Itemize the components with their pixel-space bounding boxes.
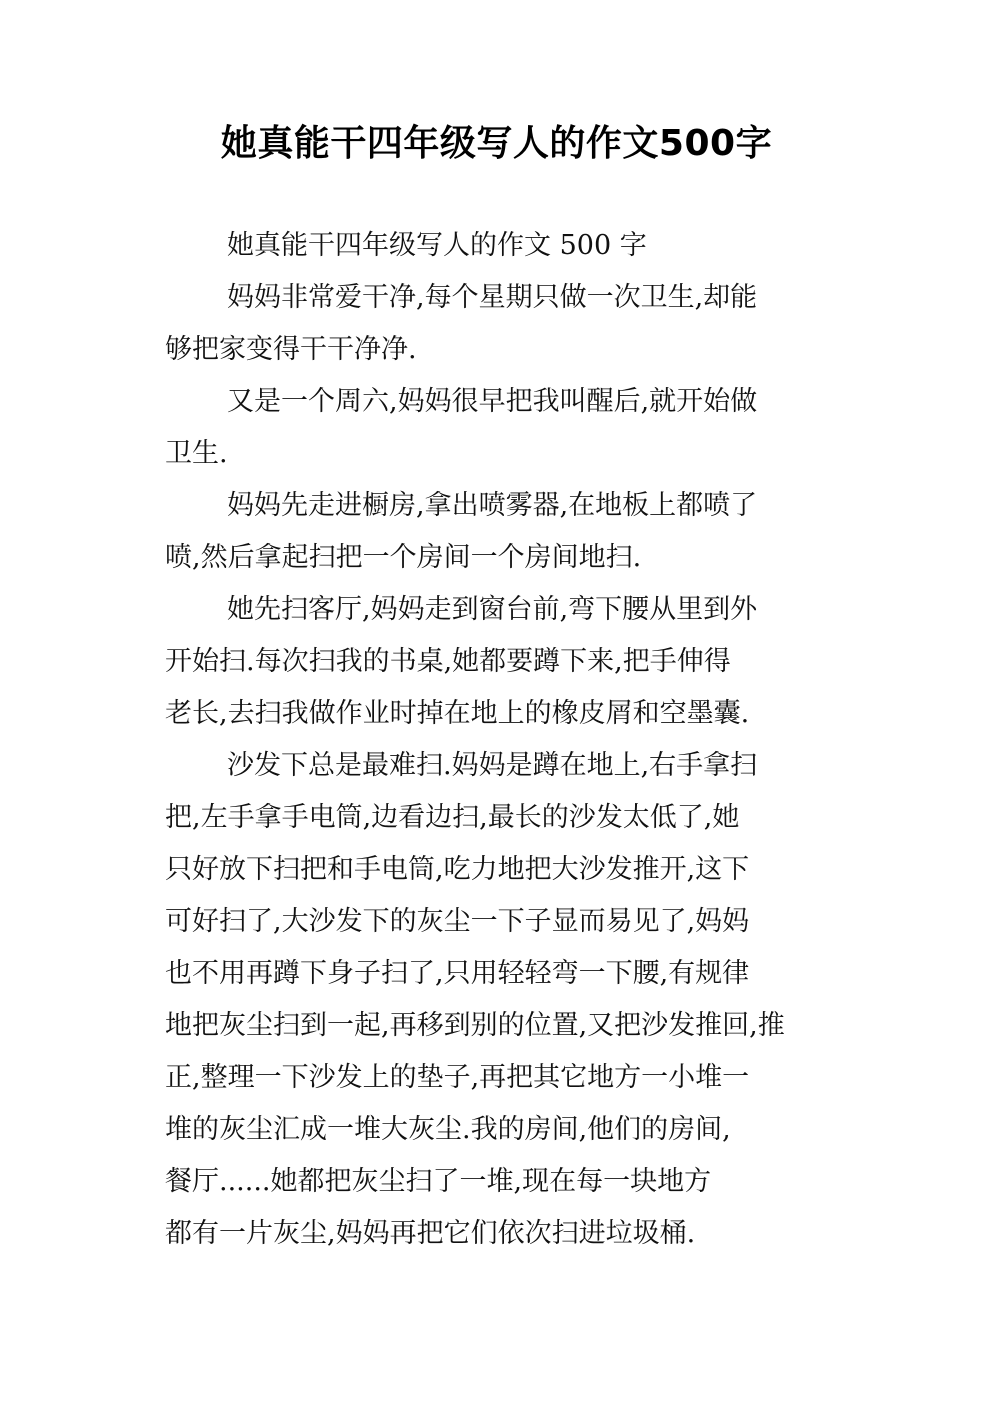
essay-line: 堆的灰尘汇成一堆大灰尘.我的房间,他们的房间, [165, 1114, 731, 1145]
essay-line: 把,左手拿手电筒,边看边扫,最长的沙发太低了,她 [165, 802, 740, 833]
essay-line: 开始扫.每次扫我的书桌,她都要蹲下来,把手伸得 [165, 646, 731, 677]
essay-body [165, 220, 875, 1260]
essay-line: 沙发下总是最难扫.妈妈是蹲在地上,右手拿扫 [227, 750, 758, 781]
essay-line: 可好扫了,大沙发下的灰尘一下子显而易见了,妈妈 [165, 906, 750, 937]
essay-line: 只好放下扫把和手电筒,吃力地把大沙发推开,这下 [165, 854, 750, 885]
essay-line: 老长,去扫我做作业时掉在地上的橡皮屑和空墨囊. [165, 698, 750, 729]
essay-line: 她先扫客厅,妈妈走到窗台前,弯下腰从里到外 [227, 594, 758, 625]
essay-line: 地把灰尘扫到一起,再移到别的位置,又把沙发推回,推 [165, 1010, 785, 1041]
essay-line: 都有一片灰尘,妈妈再把它们依次扫进垃圾桶. [165, 1218, 696, 1249]
essay-line: 卫生. [165, 438, 228, 469]
essay-line: 妈妈先走进橱房,拿出喷雾器,在地板上都喷了 [227, 490, 758, 521]
essay-line: 妈妈非常爱干净,每个星期只做一次卫生,却能 [227, 282, 758, 313]
essay-line: 够把家变得干干净净. [165, 334, 417, 365]
essay-line: 也不用再蹲下身子扫了,只用轻轻弯一下腰,有规律 [165, 958, 750, 989]
page-title: 她真能干四年级写人的作文500字 [220, 123, 773, 164]
essay-line: 正,整理一下沙发上的垫子,再把其它地方一小堆一 [165, 1062, 750, 1093]
essay-line: 她真能干四年级写人的作文 500 字 [227, 230, 647, 261]
essay-line: 餐厅......她都把灰尘扫了一堆,现在每一块地方 [165, 1166, 712, 1197]
essay-line: 喷,然后拿起扫把一个房间一个房间地扫. [165, 542, 642, 573]
essay-line: 又是一个周六,妈妈很早把我叫醒后,就开始做 [227, 386, 758, 417]
